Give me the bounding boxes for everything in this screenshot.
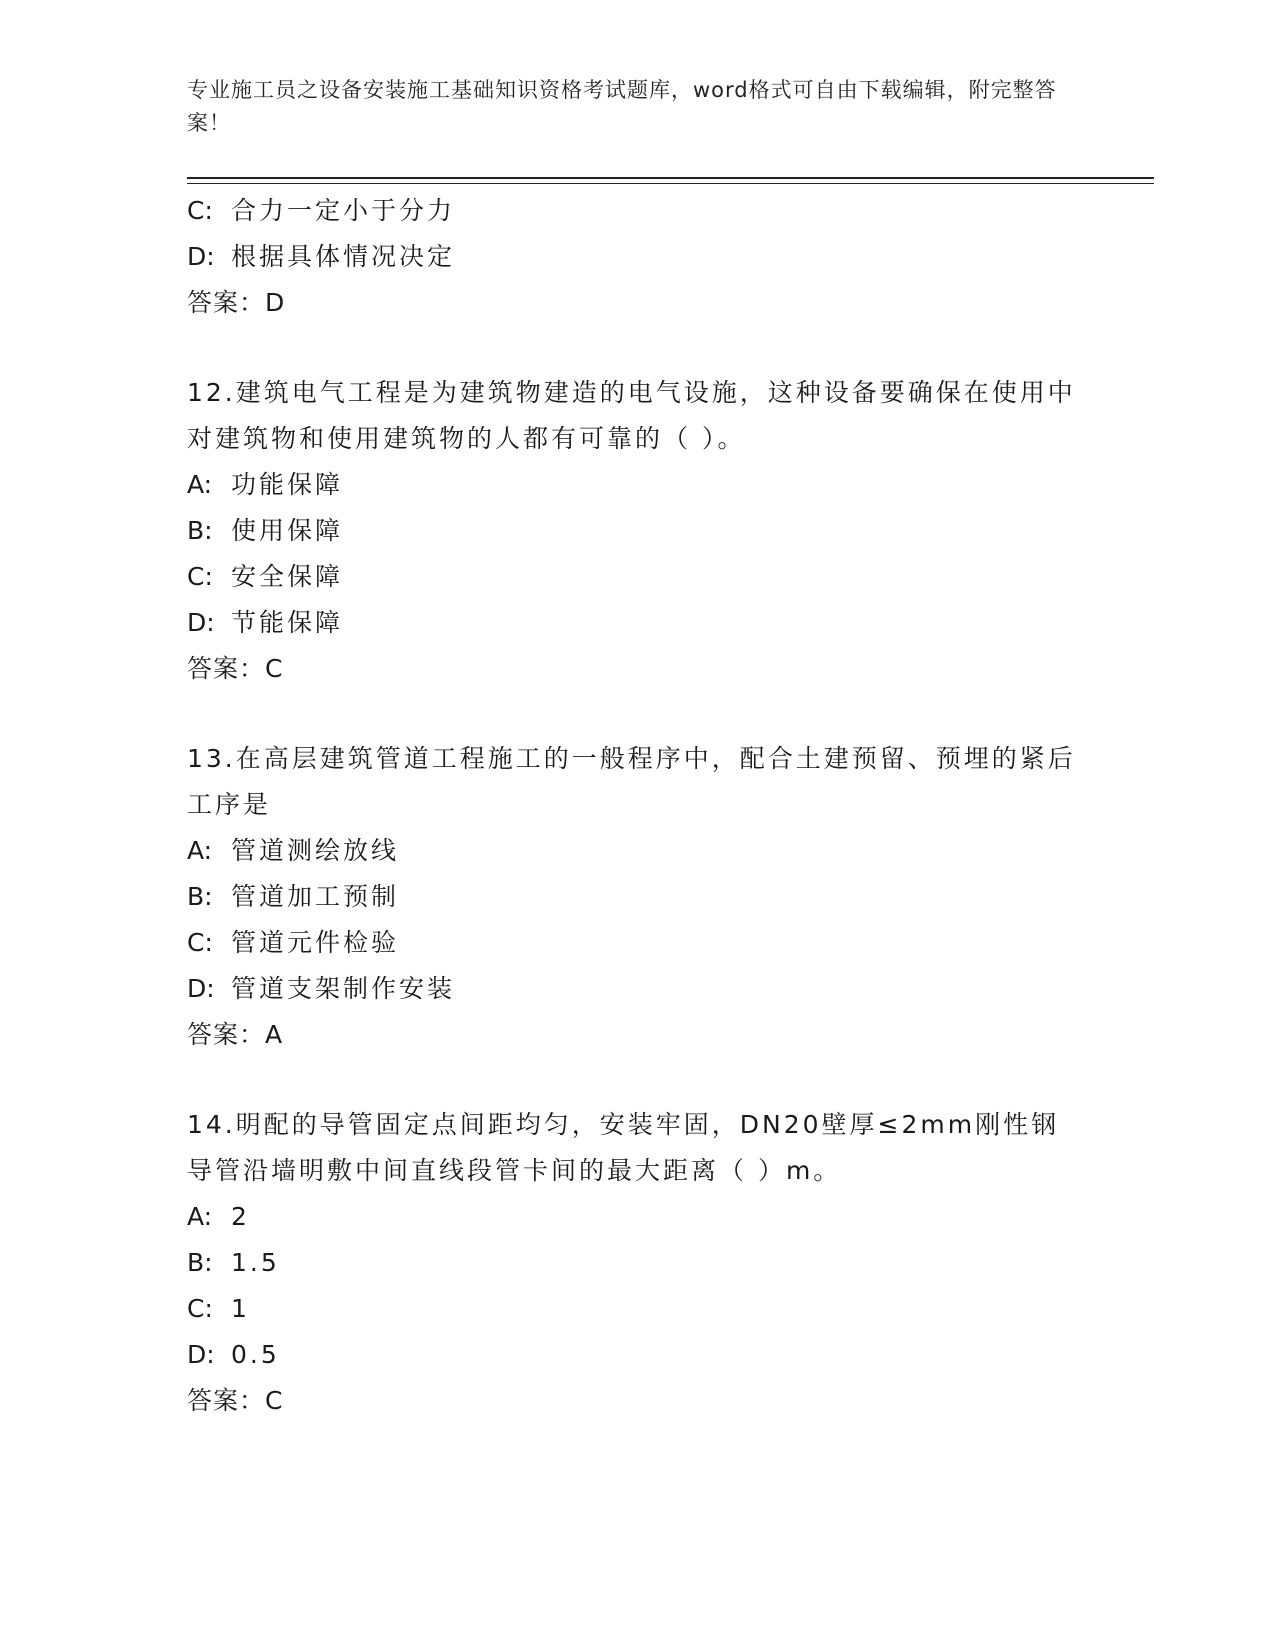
document-header: 专业施工员之设备安装施工基础知识资格考试题库，word格式可自由下载编辑，附完整答案！ [187, 78, 1057, 135]
option-letter: C: [187, 1294, 213, 1323]
option-letter: A: [187, 1202, 213, 1231]
question-text: 13.在高层建筑管道工程施工的一般程序中，配合土建预留、预埋的紧后工序是 [187, 744, 1076, 819]
option-c [187, 554, 1087, 600]
option-letter: B: [187, 516, 213, 545]
option-text: 1 [231, 1294, 250, 1323]
option-text: 管道元件检验 [231, 928, 400, 957]
option-a [187, 828, 1087, 874]
option-c [187, 920, 1087, 966]
option-text: 合力一定小于分力 [231, 196, 456, 225]
option-text: 根据具体情况决定 [231, 242, 456, 271]
option-text: 管道测绘放线 [231, 836, 400, 865]
answer-line: 答案：C [187, 654, 284, 683]
option-letter: D: [187, 608, 215, 637]
option-letter: B: [187, 882, 213, 911]
option-letter: D: [187, 1340, 215, 1369]
option-text: 使用保障 [231, 516, 344, 545]
option-d [187, 966, 1087, 1012]
option-b [187, 874, 1087, 920]
option-letter: A: [187, 470, 213, 499]
option-text: 功能保障 [231, 470, 344, 499]
question-text: 12.建筑电气工程是为建筑物建造的电气设施，这种设备要确保在使用中对建筑物和使用建筑物的人都有可靠的（ ）。 [187, 378, 1076, 453]
answer-line: 答案：A [187, 1020, 284, 1049]
option-text: 0.5 [231, 1340, 280, 1369]
question-13 [187, 736, 1087, 1058]
option-d [187, 600, 1087, 646]
option-d [187, 234, 1087, 280]
option-text: 管道加工预制 [231, 882, 400, 911]
header-divider-thin [187, 183, 1154, 184]
option-a [187, 462, 1087, 508]
option-text: 节能保障 [231, 608, 344, 637]
option-letter: C: [187, 196, 213, 225]
option-b [187, 508, 1087, 554]
option-text: 管道支架制作安装 [231, 974, 456, 1003]
option-text: 安全保障 [231, 562, 344, 591]
option-c [187, 1286, 1087, 1332]
option-letter: D: [187, 242, 215, 271]
option-text: 1.5 [231, 1248, 280, 1277]
option-b [187, 1240, 1087, 1286]
option-letter: A: [187, 836, 213, 865]
question-14 [187, 1102, 1087, 1424]
option-letter: C: [187, 562, 213, 591]
header-divider-thick [187, 177, 1154, 179]
option-c [187, 188, 1087, 234]
option-d [187, 1332, 1087, 1378]
option-text: 2 [231, 1202, 250, 1231]
option-letter: D: [187, 974, 215, 1003]
answer-line: 答案：D [187, 288, 286, 317]
question-content [187, 188, 1087, 1424]
option-letter: B: [187, 1248, 213, 1277]
question-12 [187, 370, 1087, 692]
answer-line: 答案：C [187, 1386, 284, 1415]
question-text: 14.明配的导管固定点间距均匀，安装牢固，DN20壁厚≤2mm刚性钢导管沿墙明敷中间直线段管卡间的最大距离（ ）m。 [187, 1110, 1060, 1185]
option-letter: C: [187, 928, 213, 957]
option-a [187, 1194, 1087, 1240]
question-11-fragment [187, 188, 1087, 326]
